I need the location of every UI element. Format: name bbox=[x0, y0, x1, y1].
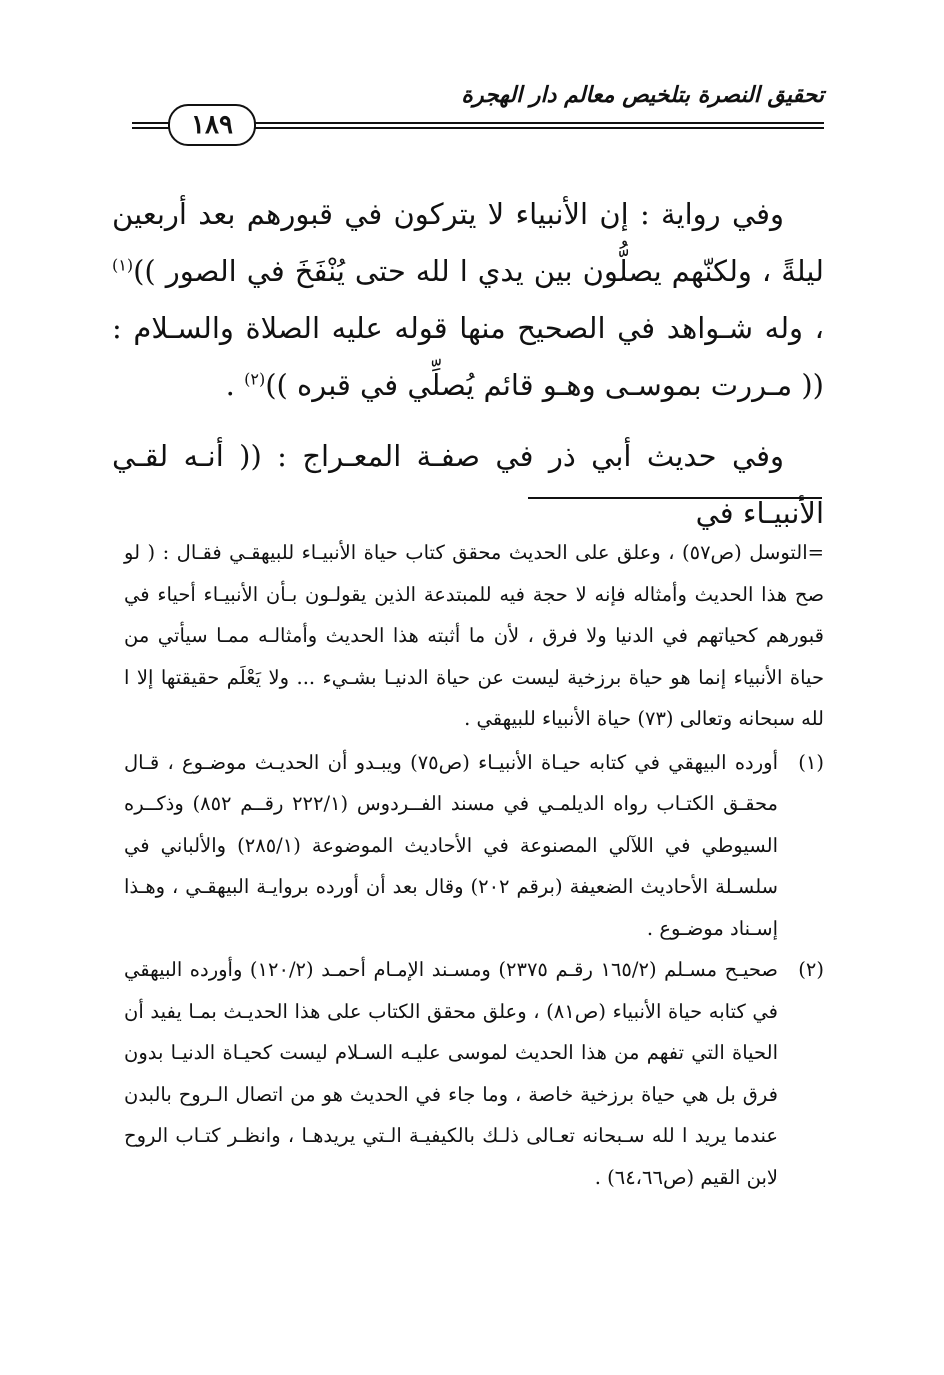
page-number: ١٨٩ bbox=[168, 104, 256, 146]
paragraph-1-end: . bbox=[225, 368, 245, 402]
header-rule-left-top bbox=[132, 122, 172, 124]
footnote-ref-2: (٢) bbox=[244, 369, 266, 389]
main-text bbox=[112, 186, 824, 542]
paragraph-2: وفي حديث أبي ذر في صفـة المعـراج : (( أنـه لقـي الأنبيـاء في bbox=[112, 439, 824, 530]
paragraph-1 bbox=[112, 186, 824, 414]
paragraph-1-part-1: وفي رواية : إن الأنبياء لا يتركون في قبورهم بعد أربعين ليلةً ، ولكنّهم يصلُّون بين يدي ا لله حتى يُنْفَخَ في الصور )) bbox=[112, 197, 824, 288]
footnote-1 bbox=[124, 742, 824, 950]
footnote-2-text: صحيـح مسـلم (١٦٥/٢ رقـم ٢٣٧٥) ومسـند الإمـام أحمـد (١٢٠/٢) وأورده البيهقي في كتابه حياة الأنبياء (ص٨١) ، وعلق محقق الكتاب على هذا الحديـث بمـا يفيد أن الحياة التي تفهم من هذا الحديث لموسى عليـه السـلام ليست كحيـاة الدنيـا بدون فرق بل هي حياة برزخية خاصة ، وما جاء في الحديث هو من اتصال الـروح بالبدن عندما يريد ا لله سـبحانه تعـالى ذلـك بالكيفيـة الـتي يريدهـا ، وانظـر كتـاب الروح لابن القيم (ص٦٤،٦٦) . bbox=[124, 958, 778, 1189]
header-rule-top bbox=[248, 122, 824, 124]
header-rule-bottom bbox=[248, 127, 824, 129]
footnote-ref-1: (١) bbox=[112, 255, 134, 275]
footnotes bbox=[124, 532, 824, 1198]
footnote-2 bbox=[124, 949, 824, 1198]
footnote-separator bbox=[528, 497, 822, 499]
footnote-2-number: (٢) bbox=[798, 958, 824, 981]
paragraph-1-part-2: ، وله شـواهد في الصحيح منها قوله عليه الصلاة والسـلام : (( مـررت بموسـى وهـو قائم يُصلِّي في قبره )) bbox=[112, 311, 824, 402]
header-rule-left-bottom bbox=[132, 127, 172, 129]
footnote-1-number: (١) bbox=[798, 750, 824, 774]
footnote-1-text: أورده البيهقي في كتابه حيـاة الأنبيـاء (ص٧٥) ويبـدو أن الحديـث موضـوع ، قـال محقـق الكتـاب رواه الديلمـي في مسند الفــردوس (٢٢٢/١ رقــم ٨٥٢) وذكــره السيوطي في اللآلي المصنوعة في الأحاديث الموضوعة (٢٨٥/١) والألباني في سلسـلة الأحاديث الضعيفة (برقم ٢٠٢) وقال بعد أن أورده بروايـة البيهقـي ، وهـذا إسـناد موضـوع . bbox=[124, 750, 779, 940]
running-title: تحقيق النصرة بتلخيص معالم دار الهجرة bbox=[461, 82, 824, 108]
footnote-continuation: =التوسل (ص٥٧) ، وعلق على الحديث محقق كتاب حياة الأنبيـاء للبيهقـي فقـال : ( لو صح هذا الحديث وأمثاله فإنه لا حجة فيه للمبتدعة الذين يقولـون بـأن الأنبيـاء أحياء في قبورهم كحياتهم في الدنيا ولا فرق ، لأن ما أثبته هذا الحديث وأمثالـه ممـا سيأتي من حياة الأنبياء إنما هو حياة برزخية ليست عن حياة الدنيـا بشـيء ... ولا يَعْلَم حقيقتها إلا ا لله سبحانه وتعالى (٧٣) حياة الأنبياء للبيهقي . bbox=[124, 541, 824, 730]
